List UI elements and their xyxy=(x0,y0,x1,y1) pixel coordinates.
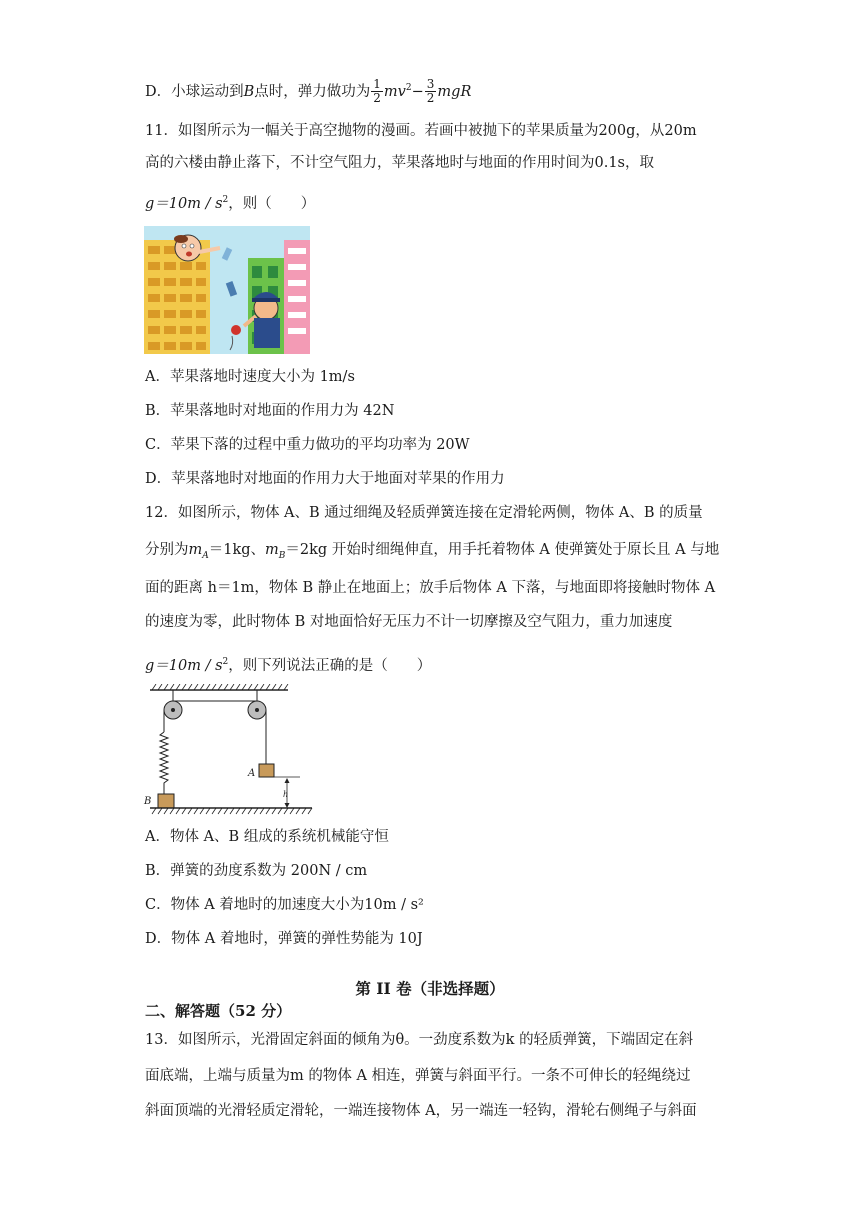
fig-label-b: B xyxy=(144,796,152,807)
q10-square: 2 xyxy=(405,83,412,93)
q12-option-d: D．物体 A 着地时，弹簧的弹性势能为 10J xyxy=(145,931,423,947)
q11-line-3 xyxy=(145,190,315,214)
q10-option-d-mid: 点时，弹力做功为 xyxy=(254,83,371,100)
q11-g-tail: ，则（ ） xyxy=(228,195,316,212)
q12-mb-sub: B xyxy=(278,550,286,561)
q12-ma-sub: A xyxy=(202,550,209,561)
q11-line-1: 11．如图所示为一幅关于高空抛物的漫画。若画中被抛下的苹果质量为200g，从20m xyxy=(145,123,697,139)
q12-g-tail: ，则下列说法正确的是（ ） xyxy=(228,657,432,674)
part-title: 二、解答题（52 分） xyxy=(145,1002,292,1020)
q12-ma: m xyxy=(188,542,203,558)
q12-line-2 xyxy=(145,540,719,566)
q10-minus: − xyxy=(411,83,424,100)
q12-mb: m xyxy=(265,542,279,558)
q12-g-sup: 2 xyxy=(222,657,229,667)
frac-num: 3 xyxy=(426,77,435,92)
q11-g-equation: g＝10m / s xyxy=(145,195,223,212)
q11-option-b: B．苹果落地时对地面的作用力为 42N xyxy=(145,403,395,419)
q12-line-4: 的速度为零，此时物体 B 对地面恰好无压力不计一切摩擦及空气阻力，重力加速度 xyxy=(145,614,673,630)
q12-option-b: B．弹簧的劲度系数为 200N / cm xyxy=(145,863,368,879)
q11-option-c: C．苹果下落的过程中重力做功的平均功率为 20W xyxy=(145,437,470,453)
q11-line-2: 高的六楼由静止落下，不计空气阻力，苹果落地时与地面的作用时间为0.1s，取 xyxy=(145,155,654,171)
q12-line-3: 面的距离 h＝1m，物体 B 静止在地面上；放手后物体 A 下落，与地面即将接触时物体 A xyxy=(145,580,716,596)
q12-pulley-diagram xyxy=(140,684,320,816)
q10-frac-three-half xyxy=(425,78,437,105)
q12-line-5 xyxy=(145,652,431,676)
q10-option-d xyxy=(145,78,471,105)
q11-g-sup: 2 xyxy=(222,195,229,205)
frac-den: 2 xyxy=(426,91,435,106)
q11-option-a: A．苹果落地时速度大小为 1m/s xyxy=(145,369,355,385)
q12-line-2-start: 分别为 xyxy=(145,542,189,558)
q13-line-1: 13．如图所示，光滑固定斜面的倾角为θ。一劲度系数为k 的轻质弹簧，下端固定在斜 xyxy=(145,1032,694,1048)
q12-ma-value: ＝1kg、 xyxy=(208,542,266,558)
q10-term-mv: mv xyxy=(383,83,406,100)
section-title: 第 II 卷（非选择题） xyxy=(355,979,505,998)
fig-label-h: h xyxy=(283,790,289,799)
q13-line-2: 面底端，上端与质量为m 的物体 A 相连，弹簧与斜面平行。一条不可伸长的轻绳绕过 xyxy=(145,1068,691,1084)
q12-option-a: A．物体 A、B 组成的系统机械能守恒 xyxy=(145,829,389,845)
q12-mb-value: ＝2kg 开始时细绳伸直，用手托着物体 A 使弹簧处于原长且 A 与地 xyxy=(285,542,720,558)
q10-frac-one-half xyxy=(371,78,383,105)
q10-option-d-text: D．小球运动到 xyxy=(145,83,244,100)
q13-line-3: 斜面顶端的光滑轻质定滑轮，一端连接物体 A，另一端连一轻钩，滑轮右侧绳子与斜面 xyxy=(145,1103,697,1119)
q11-cartoon-image xyxy=(144,226,310,354)
q10-term-mgr: mgR xyxy=(437,83,472,100)
q12-g-equation: g＝10m / s xyxy=(145,657,223,674)
q10-point-b: B xyxy=(243,83,255,100)
q12-line-1: 12．如图所示，物体 A、B 通过细绳及轻质弹簧连接在定滑轮两侧，物体 A、B 的质量 xyxy=(145,505,703,521)
q11-option-d: D．苹果落地时对地面的作用力大于地面对苹果的作用力 xyxy=(145,471,505,487)
frac-num: 1 xyxy=(373,77,381,92)
fig-label-a: A xyxy=(248,768,256,779)
frac-den: 2 xyxy=(373,91,381,106)
q12-option-c: C．物体 A 着地时的加速度大小为10m / s² xyxy=(145,897,424,913)
